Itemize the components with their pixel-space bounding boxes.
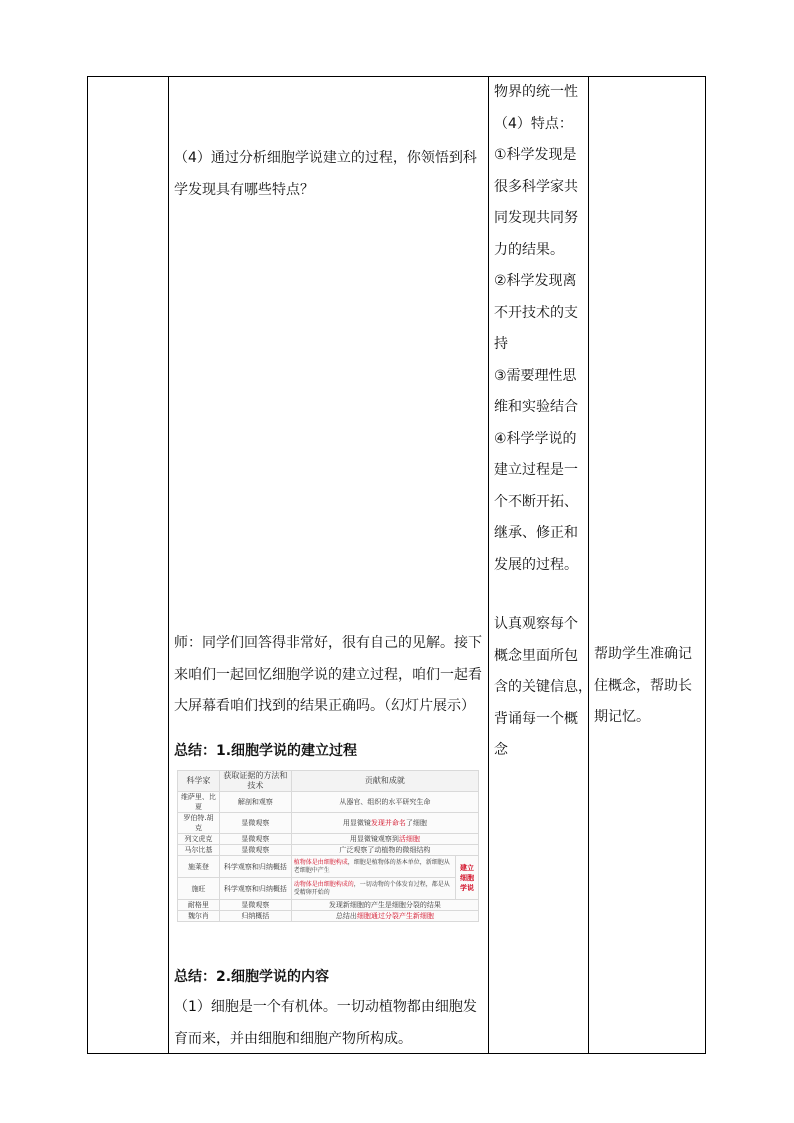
contribution-highlight: 活细胞 bbox=[398, 835, 420, 843]
point-line: 育而来，并由细胞和细胞产物所构成。 bbox=[174, 1030, 412, 1047]
point-line: （1）细胞是一个有机体。一切动植物都由细胞发 bbox=[174, 999, 477, 1015]
scientist-name: 施旺 bbox=[178, 878, 220, 900]
observe-line: 含的关键信息， bbox=[494, 679, 592, 695]
method-cell: 科学观察和归纳概括 bbox=[219, 856, 291, 878]
student-line: 持 bbox=[494, 336, 508, 352]
table-row bbox=[178, 911, 479, 922]
teacher-speech bbox=[174, 628, 486, 723]
header-method: 获取证据的方法和技术 bbox=[219, 771, 291, 792]
table-row bbox=[178, 792, 479, 813]
lesson-table bbox=[87, 76, 706, 1054]
scientist-name: 维萨里、比夏 bbox=[178, 792, 220, 813]
table-row bbox=[178, 878, 479, 900]
method-cell: 显微观察 bbox=[219, 834, 291, 845]
contribution-cell bbox=[291, 900, 478, 911]
contribution-text: 用显微镜观察到 bbox=[349, 835, 399, 843]
intent-line: 期记忆。 bbox=[594, 709, 650, 725]
student-line: 个不断开拓、 bbox=[494, 493, 578, 510]
scientist-name: 列文虎克 bbox=[178, 834, 220, 845]
cell-theory-history-table bbox=[177, 770, 479, 922]
contribution-cell bbox=[291, 911, 478, 922]
student-line: 很多科学家共 bbox=[494, 178, 578, 195]
student-line: 物界的统一性 bbox=[494, 84, 578, 100]
contribution-text: 用显微镜 bbox=[342, 819, 371, 827]
question-4 bbox=[174, 143, 486, 206]
design-intent bbox=[594, 639, 704, 734]
student-observe bbox=[494, 609, 592, 767]
scientist-name: 马尔比基 bbox=[178, 845, 220, 856]
observe-line: 认真观察每个 bbox=[494, 616, 578, 632]
contribution-cell bbox=[291, 834, 478, 845]
student-line: ④科学学说的 bbox=[494, 430, 577, 447]
summary-point-1 bbox=[174, 992, 486, 1055]
contribution-text: ，细胞是植物体的基本单位，新细胞从老细胞中产生 bbox=[293, 858, 450, 874]
method-cell: 归纳概括 bbox=[219, 911, 291, 922]
contribution-text: 从器官、组织的水平研究生命 bbox=[339, 798, 431, 806]
student-line: （4）特点： bbox=[494, 115, 573, 132]
student-line: 力的结果。 bbox=[494, 241, 564, 258]
student-line: 继承、修正和 bbox=[494, 525, 578, 541]
summary-1-title: 总结：1.细胞学说的建立过程 bbox=[174, 743, 358, 759]
method-cell: 科学观察和归纳概括 bbox=[219, 878, 291, 900]
column-divider bbox=[588, 77, 589, 1053]
scientist-name: 罗伯特.胡克 bbox=[178, 813, 220, 834]
question-4-line: 学发现具有哪些特点？ bbox=[174, 181, 314, 198]
contribution-text: 了细胞 bbox=[405, 819, 427, 827]
student-line: 同发现共同努 bbox=[494, 210, 578, 226]
student-answer bbox=[494, 77, 586, 581]
contribution-cell bbox=[291, 856, 455, 878]
contribution-highlight: 动物体是由细胞构成的 bbox=[293, 880, 354, 888]
contribution-cell bbox=[291, 792, 478, 813]
table-row bbox=[178, 856, 479, 878]
contribution-highlight: 植物体是由细胞构成 bbox=[293, 858, 348, 866]
contribution-cell bbox=[291, 813, 478, 834]
question-4-line: （4）通过分析细胞学说建立的过程，你领悟到科 bbox=[174, 150, 477, 166]
student-line: 建立过程是一 bbox=[494, 462, 578, 478]
teacher-line: 大屏幕看咱们找到的结果正确吗。（幻灯片展示） bbox=[174, 698, 475, 714]
table-row bbox=[178, 845, 479, 856]
contribution-highlight: 发现并命名 bbox=[370, 819, 406, 827]
header-scientist: 科学家 bbox=[178, 771, 220, 792]
column-divider bbox=[168, 77, 169, 1053]
contribution-cell bbox=[291, 878, 455, 900]
intent-line: 住概念，帮助长 bbox=[594, 677, 692, 694]
student-line: ③需要理性思 bbox=[494, 367, 577, 384]
summary-2-title: 总结：2.细胞学说的内容 bbox=[174, 969, 330, 985]
student-line: ①科学发现是 bbox=[494, 147, 577, 163]
method-cell: 解剖和观察 bbox=[219, 792, 291, 813]
teacher-line: 来咱们一起回忆细胞学说的建立过程，咱们一起看 bbox=[174, 666, 482, 683]
table-row bbox=[178, 813, 479, 834]
scientist-name: 施莱登 bbox=[178, 856, 220, 878]
contribution-text: 广泛观察了动植物的微细结构 bbox=[339, 846, 431, 854]
method-cell: 显微观察 bbox=[219, 845, 291, 856]
scientist-name: 耐格里 bbox=[178, 900, 220, 911]
student-line: 发展的过程。 bbox=[494, 556, 578, 573]
merged-label: 建立细胞学说 bbox=[456, 856, 479, 900]
observe-line: 念 bbox=[494, 742, 508, 758]
intent-line: 帮助学生准确记 bbox=[594, 646, 692, 662]
header-contribution: 贡献和成就 bbox=[291, 771, 478, 792]
observe-line: 背诵每一个概 bbox=[494, 710, 578, 727]
teacher-line: 师：同学们回答得非常好，很有自己的见解。接下 bbox=[174, 635, 482, 651]
column-divider bbox=[488, 77, 489, 1053]
student-line: 不开技术的支 bbox=[494, 304, 578, 321]
contribution-text: 总结出 bbox=[335, 912, 357, 920]
table-row bbox=[178, 900, 479, 911]
contribution-text: 发现新细胞的产生是细胞分裂的结果 bbox=[328, 901, 441, 909]
method-cell: 显微观察 bbox=[219, 900, 291, 911]
table-row bbox=[178, 834, 479, 845]
contribution-highlight: 细胞通过分裂产生新细胞 bbox=[356, 912, 434, 920]
student-line: 维和实验结合 bbox=[494, 399, 578, 415]
student-line: ②科学发现离 bbox=[494, 273, 577, 289]
method-cell: 显微观察 bbox=[219, 813, 291, 834]
scientist-name: 魏尔肖 bbox=[178, 911, 220, 922]
contribution-cell bbox=[291, 845, 478, 856]
contribution-text: ，一切动物的个体发育过程，都是从受精卵开始的 bbox=[293, 880, 450, 896]
observe-line: 概念里面所包 bbox=[494, 647, 578, 664]
